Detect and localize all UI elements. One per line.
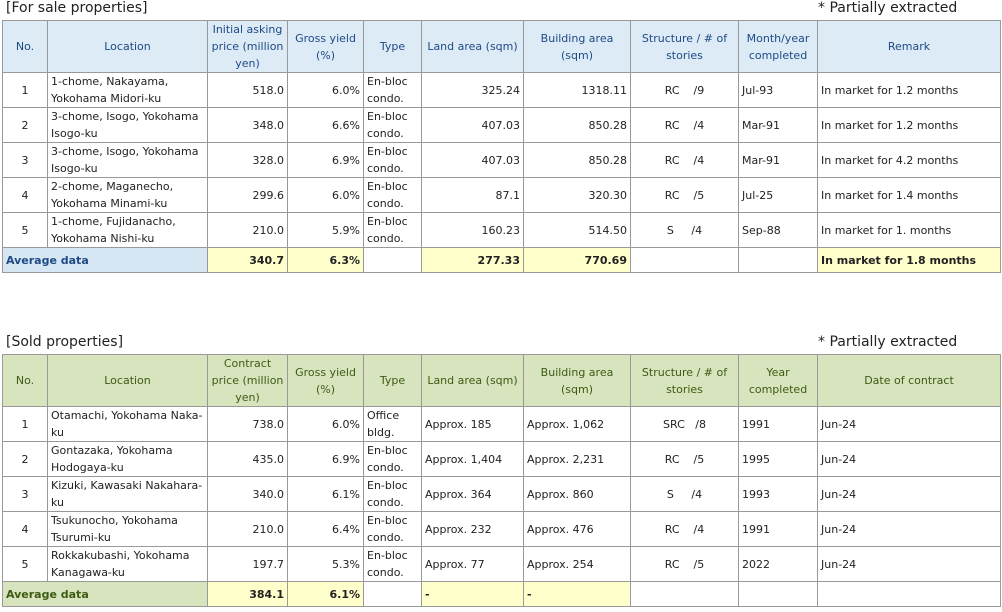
cell-remark: In market for 1.4 months (818, 178, 1001, 213)
cell-remark: In market for 1. months (818, 213, 1001, 248)
table-row (3, 178, 1001, 213)
cell-contract-date: Jun-24 (818, 512, 1001, 547)
cell-type: Office bldg. (364, 407, 422, 442)
cell-location: Kizuki, Kawasaki Nakahara-ku (48, 477, 208, 512)
header-price: Initial asking price (million yen) (208, 21, 288, 73)
cell-price: 328.0 (208, 143, 288, 178)
cell-building-area: Approx. 476 (524, 512, 631, 547)
average-row (3, 248, 1001, 273)
cell-land-area: 407.03 (422, 108, 524, 143)
average-structure (631, 248, 739, 273)
cell-contract-date: Jun-24 (818, 547, 1001, 582)
cell-location: Otamachi, Yokohama Naka-ku (48, 407, 208, 442)
cell-remark: In market for 1.2 months (818, 108, 1001, 143)
cell-building-area: 850.28 (524, 143, 631, 178)
cell-location: 3-chome, Isogo, Yokohama Isogo-ku (48, 108, 208, 143)
table-row (3, 442, 1001, 477)
header-type: Type (364, 21, 422, 73)
cell-price: 197.7 (208, 547, 288, 582)
cell-structure: SRC /8 (631, 407, 739, 442)
average-building-area: - (524, 582, 631, 607)
cell-land-area: 325.24 (422, 73, 524, 108)
sold-title: [Sold properties] (6, 334, 124, 350)
header-no: No. (3, 355, 48, 407)
cell-price: 210.0 (208, 512, 288, 547)
cell-yield: 6.0% (288, 407, 364, 442)
sold-table (2, 354, 1001, 607)
table-row (3, 143, 1001, 178)
cell-yield: 6.0% (288, 178, 364, 213)
cell-yield: 5.3% (288, 547, 364, 582)
table-row (3, 213, 1001, 248)
header-price: Contract price (million yen) (208, 355, 288, 407)
header-no: No. (3, 21, 48, 73)
cell-building-area: 320.30 (524, 178, 631, 213)
cell-land-area: Approx. 364 (422, 477, 524, 512)
cell-price: 340.0 (208, 477, 288, 512)
cell-structure: RC /4 (631, 108, 739, 143)
cell-location: Rokkakubashi, Yokohama Kanagawa-ku (48, 547, 208, 582)
cell-type: En-bloc condo. (364, 547, 422, 582)
table-row (3, 73, 1001, 108)
cell-price: 348.0 (208, 108, 288, 143)
cell-type: En-bloc condo. (364, 143, 422, 178)
cell-contract-date: Jun-24 (818, 407, 1001, 442)
header-yield: Gross yield (%) (288, 355, 364, 407)
cell-building-area: Approx. 254 (524, 547, 631, 582)
cell-completed: Mar-91 (739, 108, 818, 143)
cell-no: 5 (3, 213, 48, 248)
header-location: Location (48, 21, 208, 73)
cell-completed: 1991 (739, 512, 818, 547)
cell-building-area: 514.50 (524, 213, 631, 248)
header-year-completed: Year completed (739, 355, 818, 407)
cell-price: 435.0 (208, 442, 288, 477)
cell-structure: S /4 (631, 477, 739, 512)
cell-completed: 2022 (739, 547, 818, 582)
cell-type: En-bloc condo. (364, 108, 422, 143)
header-remark: Remark (818, 21, 1001, 73)
cell-land-area: 407.03 (422, 143, 524, 178)
cell-no: 1 (3, 407, 48, 442)
cell-price: 299.6 (208, 178, 288, 213)
table-row (3, 477, 1001, 512)
cell-completed: Jul-25 (739, 178, 818, 213)
cell-completed: 1993 (739, 477, 818, 512)
cell-price: 210.0 (208, 213, 288, 248)
average-price: 384.1 (208, 582, 288, 607)
sold-note: * Partially extracted (818, 334, 958, 350)
cell-structure: RC /4 (631, 143, 739, 178)
cell-land-area: Approx. 77 (422, 547, 524, 582)
header-land-area: Land area (sqm) (422, 21, 524, 73)
for-sale-table (2, 20, 1001, 273)
header-building-area: Building area (sqm) (524, 355, 631, 407)
average-yield: 6.3% (288, 248, 364, 273)
average-land-area: 277.33 (422, 248, 524, 273)
cell-structure: RC /9 (631, 73, 739, 108)
cell-completed: 1995 (739, 442, 818, 477)
header-structure: Structure / # of stories (631, 355, 739, 407)
cell-completed: Sep-88 (739, 213, 818, 248)
cell-structure: RC /4 (631, 512, 739, 547)
cell-location: 2-chome, Maganecho, Yokohama Minami-ku (48, 178, 208, 213)
header-building-area: Building area (sqm) (524, 21, 631, 73)
average-label: Average data (3, 582, 208, 607)
header-structure: Structure / # of stories (631, 21, 739, 73)
average-structure (631, 582, 739, 607)
header-completed: Month/year completed (739, 21, 818, 73)
cell-building-area: 1318.11 (524, 73, 631, 108)
cell-land-area: 160.23 (422, 213, 524, 248)
cell-type: En-bloc condo. (364, 178, 422, 213)
average-row (3, 582, 1001, 607)
cell-location: Tsukunocho, Yokohama Tsurumi-ku (48, 512, 208, 547)
average-yield: 6.1% (288, 582, 364, 607)
cell-contract-date: Jun-24 (818, 477, 1001, 512)
cell-structure: RC /5 (631, 547, 739, 582)
average-remark: In market for 1.8 months (818, 248, 1001, 273)
table-header-row (3, 21, 1001, 73)
cell-remark: In market for 4.2 months (818, 143, 1001, 178)
cell-land-area: Approx. 232 (422, 512, 524, 547)
cell-no: 4 (3, 512, 48, 547)
cell-no: 3 (3, 477, 48, 512)
table-row (3, 407, 1001, 442)
cell-building-area: Approx. 860 (524, 477, 631, 512)
cell-no: 2 (3, 442, 48, 477)
average-building-area: 770.69 (524, 248, 631, 273)
cell-building-area: Approx. 2,231 (524, 442, 631, 477)
cell-contract-date: Jun-24 (818, 442, 1001, 477)
table-row (3, 547, 1001, 582)
cell-type: En-bloc condo. (364, 477, 422, 512)
cell-type: En-bloc condo. (364, 73, 422, 108)
cell-yield: 5.9% (288, 213, 364, 248)
cell-type: En-bloc condo. (364, 512, 422, 547)
cell-no: 5 (3, 547, 48, 582)
cell-structure: RC /5 (631, 442, 739, 477)
cell-yield: 6.9% (288, 143, 364, 178)
for-sale-note: * Partially extracted (818, 0, 958, 16)
cell-location: 3-chome, Isogo, Yokohama Isogo-ku (48, 143, 208, 178)
cell-building-area: 850.28 (524, 108, 631, 143)
cell-no: 2 (3, 108, 48, 143)
cell-location: Gontazaka, Yokohama Hodogaya-ku (48, 442, 208, 477)
average-label: Average data (3, 248, 208, 273)
cell-type: En-bloc condo. (364, 213, 422, 248)
cell-completed: Mar-91 (739, 143, 818, 178)
table-row (3, 512, 1001, 547)
header-land-area: Land area (sqm) (422, 355, 524, 407)
cell-yield: 6.9% (288, 442, 364, 477)
cell-land-area: Approx. 1,404 (422, 442, 524, 477)
cell-location: 1-chome, Nakayama, Yokohama Midori-ku (48, 73, 208, 108)
cell-structure: S /4 (631, 213, 739, 248)
cell-type: En-bloc condo. (364, 442, 422, 477)
header-contract-date: Date of contract (818, 355, 1001, 407)
cell-land-area: Approx. 185 (422, 407, 524, 442)
cell-no: 3 (3, 143, 48, 178)
average-type (364, 582, 422, 607)
cell-land-area: 87.1 (422, 178, 524, 213)
cell-yield: 6.6% (288, 108, 364, 143)
average-contract-date (818, 582, 1001, 607)
cell-structure: RC /5 (631, 178, 739, 213)
average-completed (739, 248, 818, 273)
header-location: Location (48, 355, 208, 407)
cell-location: 1-chome, Fujidanacho, Yokohama Nishi-ku (48, 213, 208, 248)
cell-price: 738.0 (208, 407, 288, 442)
cell-building-area: Approx. 1,062 (524, 407, 631, 442)
cell-no: 1 (3, 73, 48, 108)
cell-completed: 1991 (739, 407, 818, 442)
header-type: Type (364, 355, 422, 407)
cell-completed: Jul-93 (739, 73, 818, 108)
for-sale-title: [For sale properties] (6, 0, 148, 16)
average-land-area: - (422, 582, 524, 607)
cell-remark: In market for 1.2 months (818, 73, 1001, 108)
cell-yield: 6.1% (288, 477, 364, 512)
average-price: 340.7 (208, 248, 288, 273)
table-row (3, 108, 1001, 143)
cell-no: 4 (3, 178, 48, 213)
cell-price: 518.0 (208, 73, 288, 108)
header-yield: Gross yield (%) (288, 21, 364, 73)
average-completed (739, 582, 818, 607)
average-type (364, 248, 422, 273)
cell-yield: 6.4% (288, 512, 364, 547)
table-header-row (3, 355, 1001, 407)
cell-yield: 6.0% (288, 73, 364, 108)
